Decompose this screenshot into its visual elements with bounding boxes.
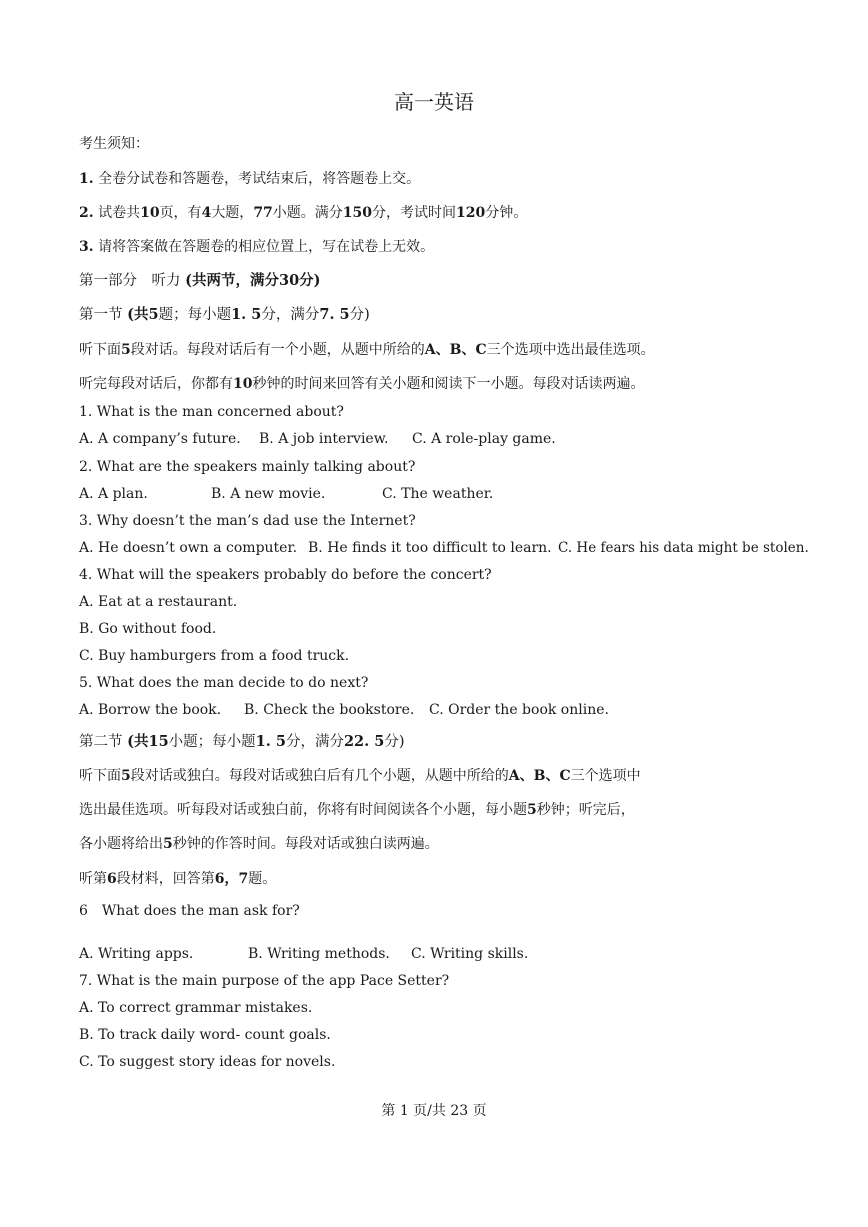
instruction-text: 听下面	[79, 768, 121, 784]
section2-count: 15	[148, 733, 169, 750]
section2-each-score: 1. 5	[255, 733, 286, 750]
question-5-option-c: C. Order the book online.	[429, 702, 609, 718]
notice-question-count: 77	[253, 205, 273, 221]
instruction-text: 题。	[248, 871, 277, 887]
instruction-text: 秒钟；听完后，	[536, 802, 635, 818]
instruction-text: 三个选项中选出最佳选项。	[486, 342, 655, 358]
part1-score: 30	[278, 272, 300, 289]
notice-page-count: 10	[140, 205, 160, 221]
question-7-option-a: A. To correct grammar mistakes.	[79, 1000, 313, 1016]
section2-info: 分，满分	[285, 734, 344, 750]
question-5-option-b: B. Check the bookstore.	[244, 702, 415, 718]
section1-info: (共	[127, 306, 149, 323]
instruction-number: 5	[121, 342, 131, 358]
section2-heading	[79, 732, 405, 752]
section2-info: 分)	[384, 734, 405, 750]
material-6-instruction	[79, 869, 276, 889]
instruction-text: 秒钟的作答时间。每段对话或独白读两遍。	[172, 836, 439, 852]
instruction-text: 听第	[79, 871, 107, 887]
question-4-option-a: A. Eat at a restaurant.	[79, 594, 238, 610]
page-footer: 第 1 页/共 23 页	[381, 1103, 487, 1119]
notice-item-1-text: 全卷分试卷和答题卷，考试结束后，将答题卷上交。	[98, 171, 421, 187]
section1-title: 第一节	[79, 307, 123, 323]
notice-item-2-text: 小题。满分	[272, 205, 343, 221]
section1-info: 分)	[349, 307, 370, 323]
question-3-option-c: C. He fears his data might be stolen.	[558, 540, 809, 556]
instruction-number: 5	[121, 768, 131, 784]
section2-total-score: 22. 5	[343, 733, 385, 750]
instruction-text: 段对话。每段对话后有一个小题，从题中所给的	[130, 342, 425, 358]
notice-item-2-text: 大题，	[211, 205, 254, 221]
notice-item-1	[79, 169, 420, 189]
section1-info: 分，满分	[261, 307, 320, 323]
question-6-option-a: A. Writing apps.	[79, 946, 194, 962]
notice-exam-time: 120	[456, 205, 486, 221]
section1-instruction-1	[79, 340, 655, 360]
instruction-number: 5	[163, 836, 173, 852]
instruction-text: 听下面	[79, 342, 121, 358]
part1-info-end: 分)	[299, 272, 321, 289]
instruction-number: 10	[233, 376, 253, 392]
section1-heading	[79, 305, 370, 325]
section1-instruction-2	[79, 374, 644, 394]
question-3-option-a: A. He doesn’t own a computer.	[79, 540, 298, 556]
instruction-text: 听完每段对话后，你都有	[79, 376, 233, 392]
section2-info: (共	[127, 733, 149, 750]
section2-title: 第二节	[79, 734, 123, 750]
section2-instruction-2	[79, 800, 635, 820]
question-3: 3. Why doesn’t the man’s dad use the Internet?	[79, 513, 416, 529]
question-1-option-a: A. A company’s future.	[79, 431, 241, 447]
question-2-option-b: B. A new movie.	[211, 486, 326, 502]
part1-info: (共两节，满分	[185, 272, 279, 289]
part1-title: 第一部分 听力	[79, 273, 181, 289]
notice-item-3-text: 请将答案做在答题卷的相应位置上，写在试卷上无效。	[98, 239, 435, 255]
instruction-text: 三个选项中	[570, 768, 641, 784]
notice-item-2-number: 2.	[79, 205, 94, 221]
question-3-option-b: B. He finds it too difficult to learn.	[308, 540, 552, 556]
instruction-text: 段对话或独白。每段对话或独白后有几个小题，从题中所给的	[130, 768, 509, 784]
instruction-options: A、B、C	[424, 342, 487, 358]
section1-each-score: 1. 5	[231, 306, 262, 323]
notice-part-count: 4	[201, 205, 212, 221]
section1-total-score: 7. 5	[319, 306, 350, 323]
material-questions: 6，7	[214, 871, 249, 887]
question-7-option-b: B. To track daily word- count goals.	[79, 1027, 331, 1043]
instruction-text: 段材料，回答第	[116, 871, 215, 887]
notice-item-2-text: 分，考试时间	[372, 205, 457, 221]
instruction-number: 5	[527, 802, 537, 818]
question-4: 4. What will the speakers probably do before the concert?	[79, 567, 492, 583]
question-5: 5. What does the man decide to do next?	[79, 675, 369, 691]
notice-item-1-number: 1.	[79, 171, 94, 187]
instruction-text: 各小题将给出	[79, 836, 163, 852]
notice-full-score: 150	[342, 205, 373, 221]
notice-heading: 考生须知：	[79, 136, 149, 152]
instruction-text: 秒钟的时间来回答有关小题和阅读下一小题。每段对话读两遍。	[252, 376, 645, 392]
question-1: 1. What is the man concerned about?	[79, 404, 344, 420]
question-5-option-a: A. Borrow the book.	[79, 702, 222, 718]
question-1-option-b: B. A job interview.	[259, 431, 389, 447]
notice-item-3	[79, 237, 434, 257]
question-4-option-b: B. Go without food.	[79, 621, 217, 637]
instruction-options: A、B、C	[508, 768, 571, 784]
page-title: 高一英语	[394, 90, 474, 114]
question-6-option-b: B. Writing methods.	[248, 946, 390, 962]
material-number: 6	[107, 871, 117, 887]
question-4-option-c: C. Buy hamburgers from a food truck.	[79, 648, 350, 664]
notice-item-3-number: 3.	[79, 239, 94, 255]
part1-heading	[79, 271, 321, 291]
question-1-option-c: C. A role-play game.	[412, 431, 556, 447]
question-2-option-a: A. A plan.	[79, 486, 148, 502]
notice-item-2-text: 试卷共	[98, 205, 141, 221]
section1-count: 5	[148, 306, 159, 323]
question-2-option-c: C. The weather.	[382, 486, 494, 502]
notice-item-2-text: 页，有	[159, 205, 202, 221]
notice-item-2-text: 分钟。	[485, 205, 528, 221]
question-2: 2. What are the speakers mainly talking about?	[79, 459, 416, 475]
question-7: 7. What is the main purpose of the app Pace Setter?	[79, 973, 450, 989]
instruction-text: 选出最佳选项。听每段对话或独白前，你将有时间阅读各个小题，每小题	[79, 802, 527, 818]
section2-instruction-1	[79, 766, 641, 786]
section2-info: 小题；每小题	[168, 734, 256, 750]
section1-info: 题；每小题	[158, 307, 232, 323]
question-7-option-c: C. To suggest story ideas for novels.	[79, 1054, 336, 1070]
notice-item-2	[79, 203, 527, 223]
section2-instruction-3	[79, 834, 439, 854]
question-6-option-c: C. Writing skills.	[411, 946, 529, 962]
question-6: 6 What does the man ask for?	[79, 903, 300, 919]
